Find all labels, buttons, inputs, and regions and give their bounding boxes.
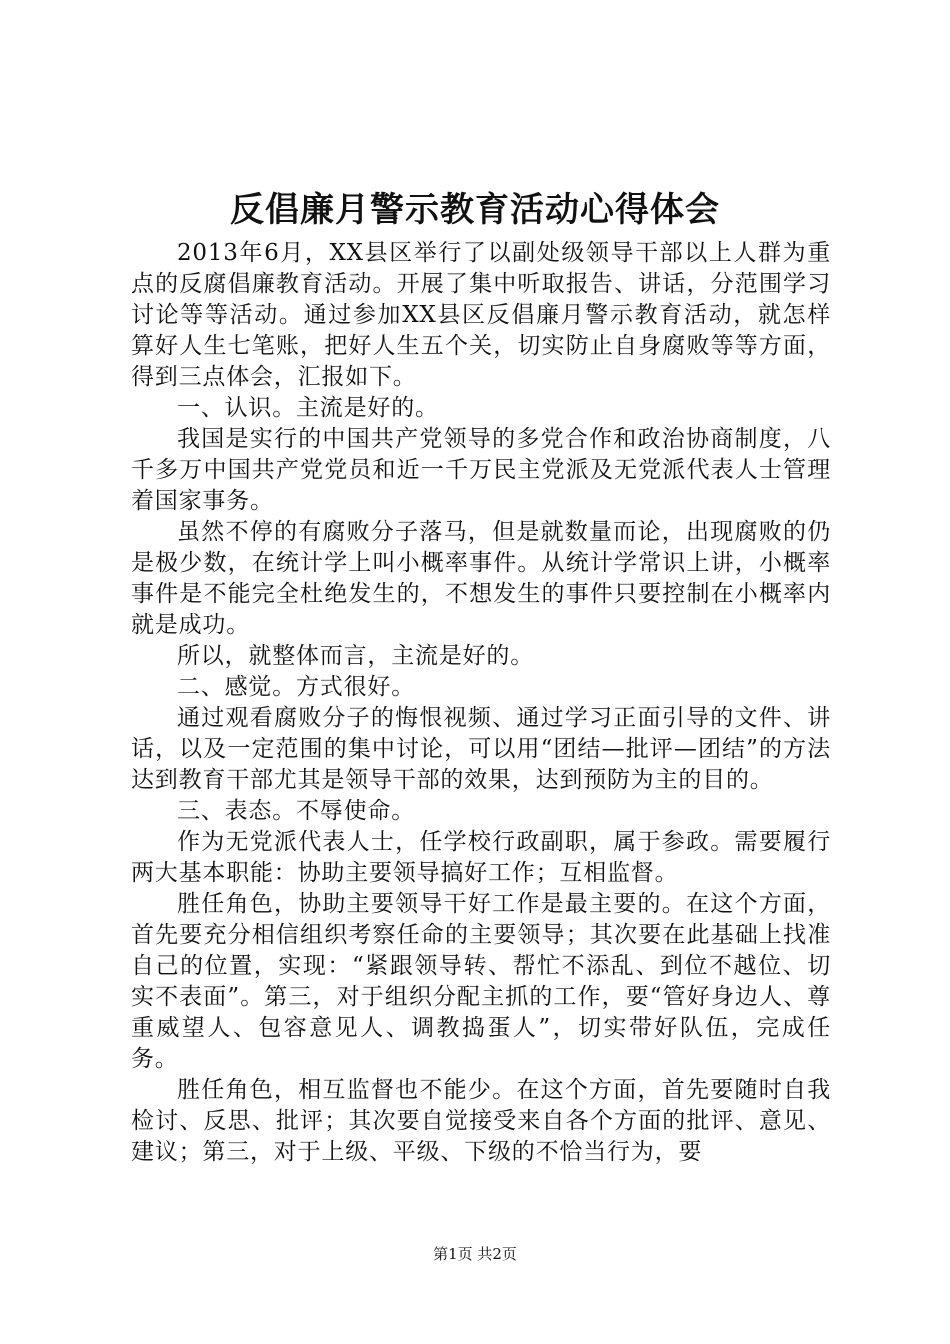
heading-section-1: 一、认识。主流是好的。 (177, 395, 439, 421)
heading-section-2: 二、感觉。方式很好。 (177, 674, 415, 700)
heading-section-3: 三、表态。不辱使命。 (177, 798, 415, 824)
document-body (131, 238, 831, 1168)
document-title: 反倡廉月警示教育活动心得体会 (230, 190, 720, 230)
paragraph-intro: 2013年6月，XX县区举行了以副处级领导干部以上人群为重点的反腐倡廉教育活动。开展了集中听取报告、讲话，分范围学习讨论等等活动。通过参加XX县区反倡廉月警示教育活动，就怎样算好人生七笔账，把好人生五个关，切实防止自身腐败等等方面，得到三点体会，汇报如下。 (131, 240, 831, 390)
paragraph: 作为无党派代表人士，任学校行政副职，属于参政。需要履行两大基本职能：协助主要领导搞好工作；互相监督。 (131, 829, 831, 886)
paragraph: 胜任角色，相互监督也不能少。在这个方面，首先要随时自我检讨、反思、批评；其次要自觉接受来自各个方面的批评、意见、建议；第三，对于上级、平级、下级的不恰当行为，要 (131, 1077, 831, 1165)
paragraph: 通过观看腐败分子的悔恨视频、通过学习正面引导的文件、讲话，以及一定范围的集中讨论，可以用“团结—批评—团结”的方法达到教育干部尤其是领导干部的效果，达到预防为主的目的。 (131, 705, 831, 793)
page-footer: 第1页 共2页 (433, 1245, 517, 1263)
paragraph: 所以，就整体而言，主流是好的。 (177, 643, 534, 669)
paragraph: 胜任角色，协助主要领导干好工作是最主要的。在这个方面，首先要充分相信组织考察任命的主要领导；其次要在此基础上找准自己的位置，实现：“紧跟领导转、帮忙不添乱、到位不越位、切实不表面”。第三，对于组织分配主抓的工作，要“管好身边人、尊重威望人、包容意见人、调教捣蛋人”，切实带好队伍，完成任务。 (131, 891, 831, 1072)
paragraph: 我国是实行的中国共产党领导的多党合作和政治协商制度，八千多万中国共产党党员和近一千万民主党派及无党派代表人士管理着国家事务。 (131, 426, 831, 514)
paragraph: 虽然不停的有腐败分子落马，但是就数量而论，出现腐败的仍是极少数，在统计学上叫小概率事件。从统计学常识上讲，小概率事件是不能完全杜绝发生的，不想发生的事件只要控制在小概率内就是成功。 (131, 519, 831, 638)
